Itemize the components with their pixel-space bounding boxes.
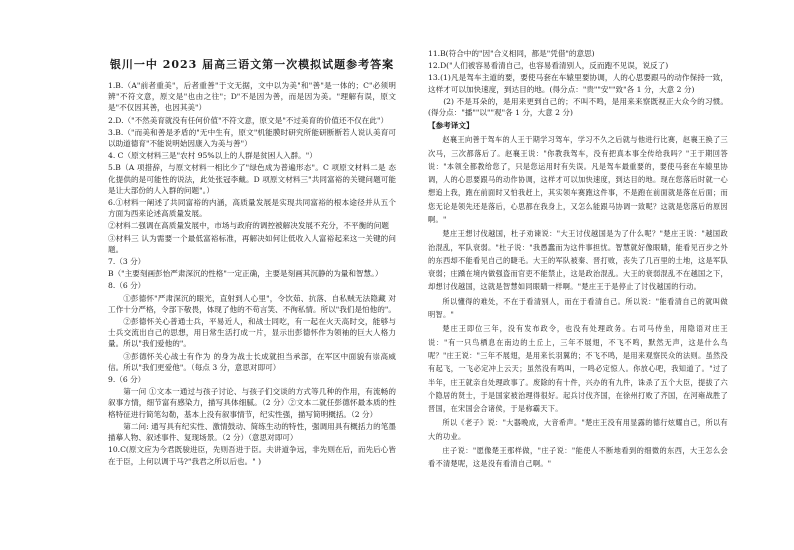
answer-8-3: ③彭德怀关心战士有作为 的身为战士长成就担当承部，在军区中面貌有崇高威信。所以"我们更爱他"。（每点 3 分，意思对即可） bbox=[108, 351, 396, 372]
answer-7-head: 7.（3 分） bbox=[108, 257, 146, 267]
answer-2: 2.D.（"不然美育就没有任何价值"不符文意，原文是"不过美育的价值还不仅在此"） bbox=[108, 115, 389, 125]
translation-heading: 【参考译文】 bbox=[428, 121, 474, 131]
answer-9-head: 9.（6 分） bbox=[108, 375, 146, 385]
translation-paragraph-2: 楚庄王想讨伐越国，杜子劝谏说："大王讨伐越国是为了什么呢？"楚庄王说："越国政治混乱，军队衰弱。"杜子说："我愚蠢而为这件事担忧。智慧就好像眼睛，能看见百步之外的东西却不能看见自己的睫毛。大王的军队被秦、晋打败，丧失了几百里的土地，这是军队衰弱；庄蹻在境内做强盗而官吏不能禁止，这是政治混乱。大王的衰弱混乱不在越国之下，却想讨伐越国，这就是智慧如同眼睛一样啊。"楚庄王于是停止了讨伐越国的行动。 bbox=[428, 229, 728, 292]
answer-8-head: 8.（6 分） bbox=[108, 281, 146, 291]
answer-11: 11.B(符合中的"因"合义相同，都是"凭借"的意思) bbox=[428, 49, 595, 58]
answer-6-3: ③材料三 认为需要一个最低富裕标准，再解决如何让低收入人富裕起来这一关键的问题。 bbox=[108, 233, 396, 254]
answer-4: 4. C（原文材料三是"农村 95%以上的人群是贫困人入群。"） bbox=[108, 151, 317, 161]
right-column bbox=[428, 48, 728, 472]
answer-5: 5.B（A 项措辞，与原文材料一相比少了"绿色成为普遍形态"。C 项原文材料二是 态化提供的是可能性的说法，此处张冠李戴。D 项原文材料三"共同富裕的关键问题可能是让大部份的人入群的问题"。） bbox=[108, 163, 396, 195]
answer-12: 12.D("人们被容易看清自己，也容易看清别人，反而跑不见误，说反了) bbox=[428, 61, 669, 71]
left-column bbox=[108, 56, 396, 468]
answer-6-1: 6.①材料一阐述了共同富裕的内涵，高质量发展是实现共同富裕的根本途径并从五个方面为西来论述高质量发展。 bbox=[108, 198, 396, 219]
answer-8-1: ①彭德怀"严肃深沉的眼光，直射到人心里"，令饮茹、抗落、自私贼无法隐藏 对工作十分严格，令部下敬畏，体现了他的不苟言笑、不徇私情。所以"我们是怕他的"。 bbox=[108, 293, 396, 314]
answer-9-2: 第二问: 通写具有纪实性、激情鼓动、简练生动的特性，强调用具有概括力的笔墨描摹人物、叙述事件、复现场景。（2 分）（意思对即可） bbox=[108, 421, 396, 443]
page-title: 银川一中 2023 届高三语文第一次模拟试题参考答案 bbox=[109, 58, 395, 71]
answer-3: 3.B.（"而美和善是矛盾的"无中生有，原文"机能膜时研究所能研断断若人说认美育可以助道德育"不能说明始因康入为美与善"） bbox=[108, 127, 396, 149]
answer-6-2: ②材料二强调在高质量发展中，市场与政府的调控被解决发展不充分，不平衡的问题 bbox=[108, 221, 389, 231]
translation-paragraph-4: 楚庄王即位三年，没有发布政令，也没有处理政务。右司马侍坐，用隐语对庄王说："有一只鸟栖息在南边的土丘上，三年不展翅，不飞不鸣，默然无声，这是什么鸟呢？"庄王说："三年不展翅，是用来长羽翼的；不飞不鸣，是用来观察民众的法则。虽然没有起飞，一飞必定冲上云天；虽然没有鸣叫，一鸣必定惊人。你放心吧，我知道了。"过了半年，庄王就亲自处理政事了。废除的有十件，兴办的有九件，诛杀了五个大臣，提拔了六个隐居的贤士，于是国家被治理得很好。起兵讨伐齐国，在徐州打败了齐国，在河雍战胜了晋国，在宋国会合诸侯，于是称霸天下。 bbox=[428, 324, 728, 414]
answer-13-1: 13.(1)凡是驾车主道的要，要使马套在车辕里要协调，人的心思要跟马的动作保持一致，这样才可以加快速度，到达目的地。(得分点："贵""安""致"各 1 分，大意 2 分) bbox=[428, 73, 728, 94]
answer-8-2: ②彭德怀关心普通士兵，平易近人，和战士同吃，有一起在火天高时交，能够与士兵交流出自己的思想，用日常生活打成一片，显示出彭德怀作为领袖的巨大人格力量。所以"我们爱他的"。 bbox=[108, 317, 396, 349]
translation-paragraph-1: 赵襄王向善于驾车的人王于期学习驾车，学习不久之后就与他进行比赛，赵襄王换了三次马，三次都落后了。赵襄王说："你教我驾车，没有把真本事全传给我吗？"王于期回答说："本领全都教给您了，只是您运用时有失误。凡是驾车最重要的，要使马套在车辕里协调，人的心思要跟马的动作协调，这样才可以加快速度，到达目的地。现在您落后时就一心想追上我，跑在前面时又怕我赶上，其实领车赛跑这件事，不是跑在前面就是落在后面；而您无论是领先还是落后，心思都在我身上，又怎么能跟马协调一致呢？这就是您落后的原因啊。" bbox=[428, 135, 728, 224]
translation-paragraph-3: 所以懂得的难处，不在于看清别人，而在于看清自己。所以说："能看清自己的就叫做明智。" bbox=[428, 296, 728, 320]
answer-1: 1.B.（A"前者重美"，后者重善"于文无据，文中以为美"和"善"是一体的；C"必须明辨"不符文意，原文是"也由之往"；D"不是因为善，而是因为美。"理解有误，原文是"不仅因其善，也因其美"） bbox=[108, 81, 396, 113]
translation-paragraph-6: 庄子说："愿像楚王那样做，"庄子说："能使人不断地看到的细微的东西，大王怎么会看不清楚呢，这是没有看清自己啊。" bbox=[428, 446, 728, 469]
translation-paragraph-5: 所以《老子》说："大器晚成，大音希声。"楚庄王没有用显露的德行炫耀自己，所以有大的功业。 bbox=[428, 418, 728, 441]
answer-13-2: (2) 不是耳朵的，是用来更到自己的；不叫不鸣，是用来来察既视正大众今的习惯。(得分点："播""以""观"各 1 分，大意 2 分) bbox=[428, 96, 728, 118]
answer-10: 10.C(原文应为今君既骏进臣，先则吾进于臣。夫讲道争远，非先则在后，而先后心皆在于臣，上何以调于马?"我君之所以后也。" ) bbox=[108, 445, 396, 466]
answer-9-1: 第一问 ①文本一通过与孩子讨论、与孩子们交谈的方式等几种的作用，有流畅的叙事方情，细节富有感染力，描写具体细腻。（2 分）②文本二就任彭德怀最本质的性格特征进行简笔勾勒，基本上没有叙事情节，纪实性强，描写简明概括。（2 分） bbox=[108, 387, 396, 419]
answer-7: B（"主要刻画彭怡严肃深沉的性格"一定正确，主要是刻画其沉静的为量和智慧。） bbox=[108, 269, 383, 279]
